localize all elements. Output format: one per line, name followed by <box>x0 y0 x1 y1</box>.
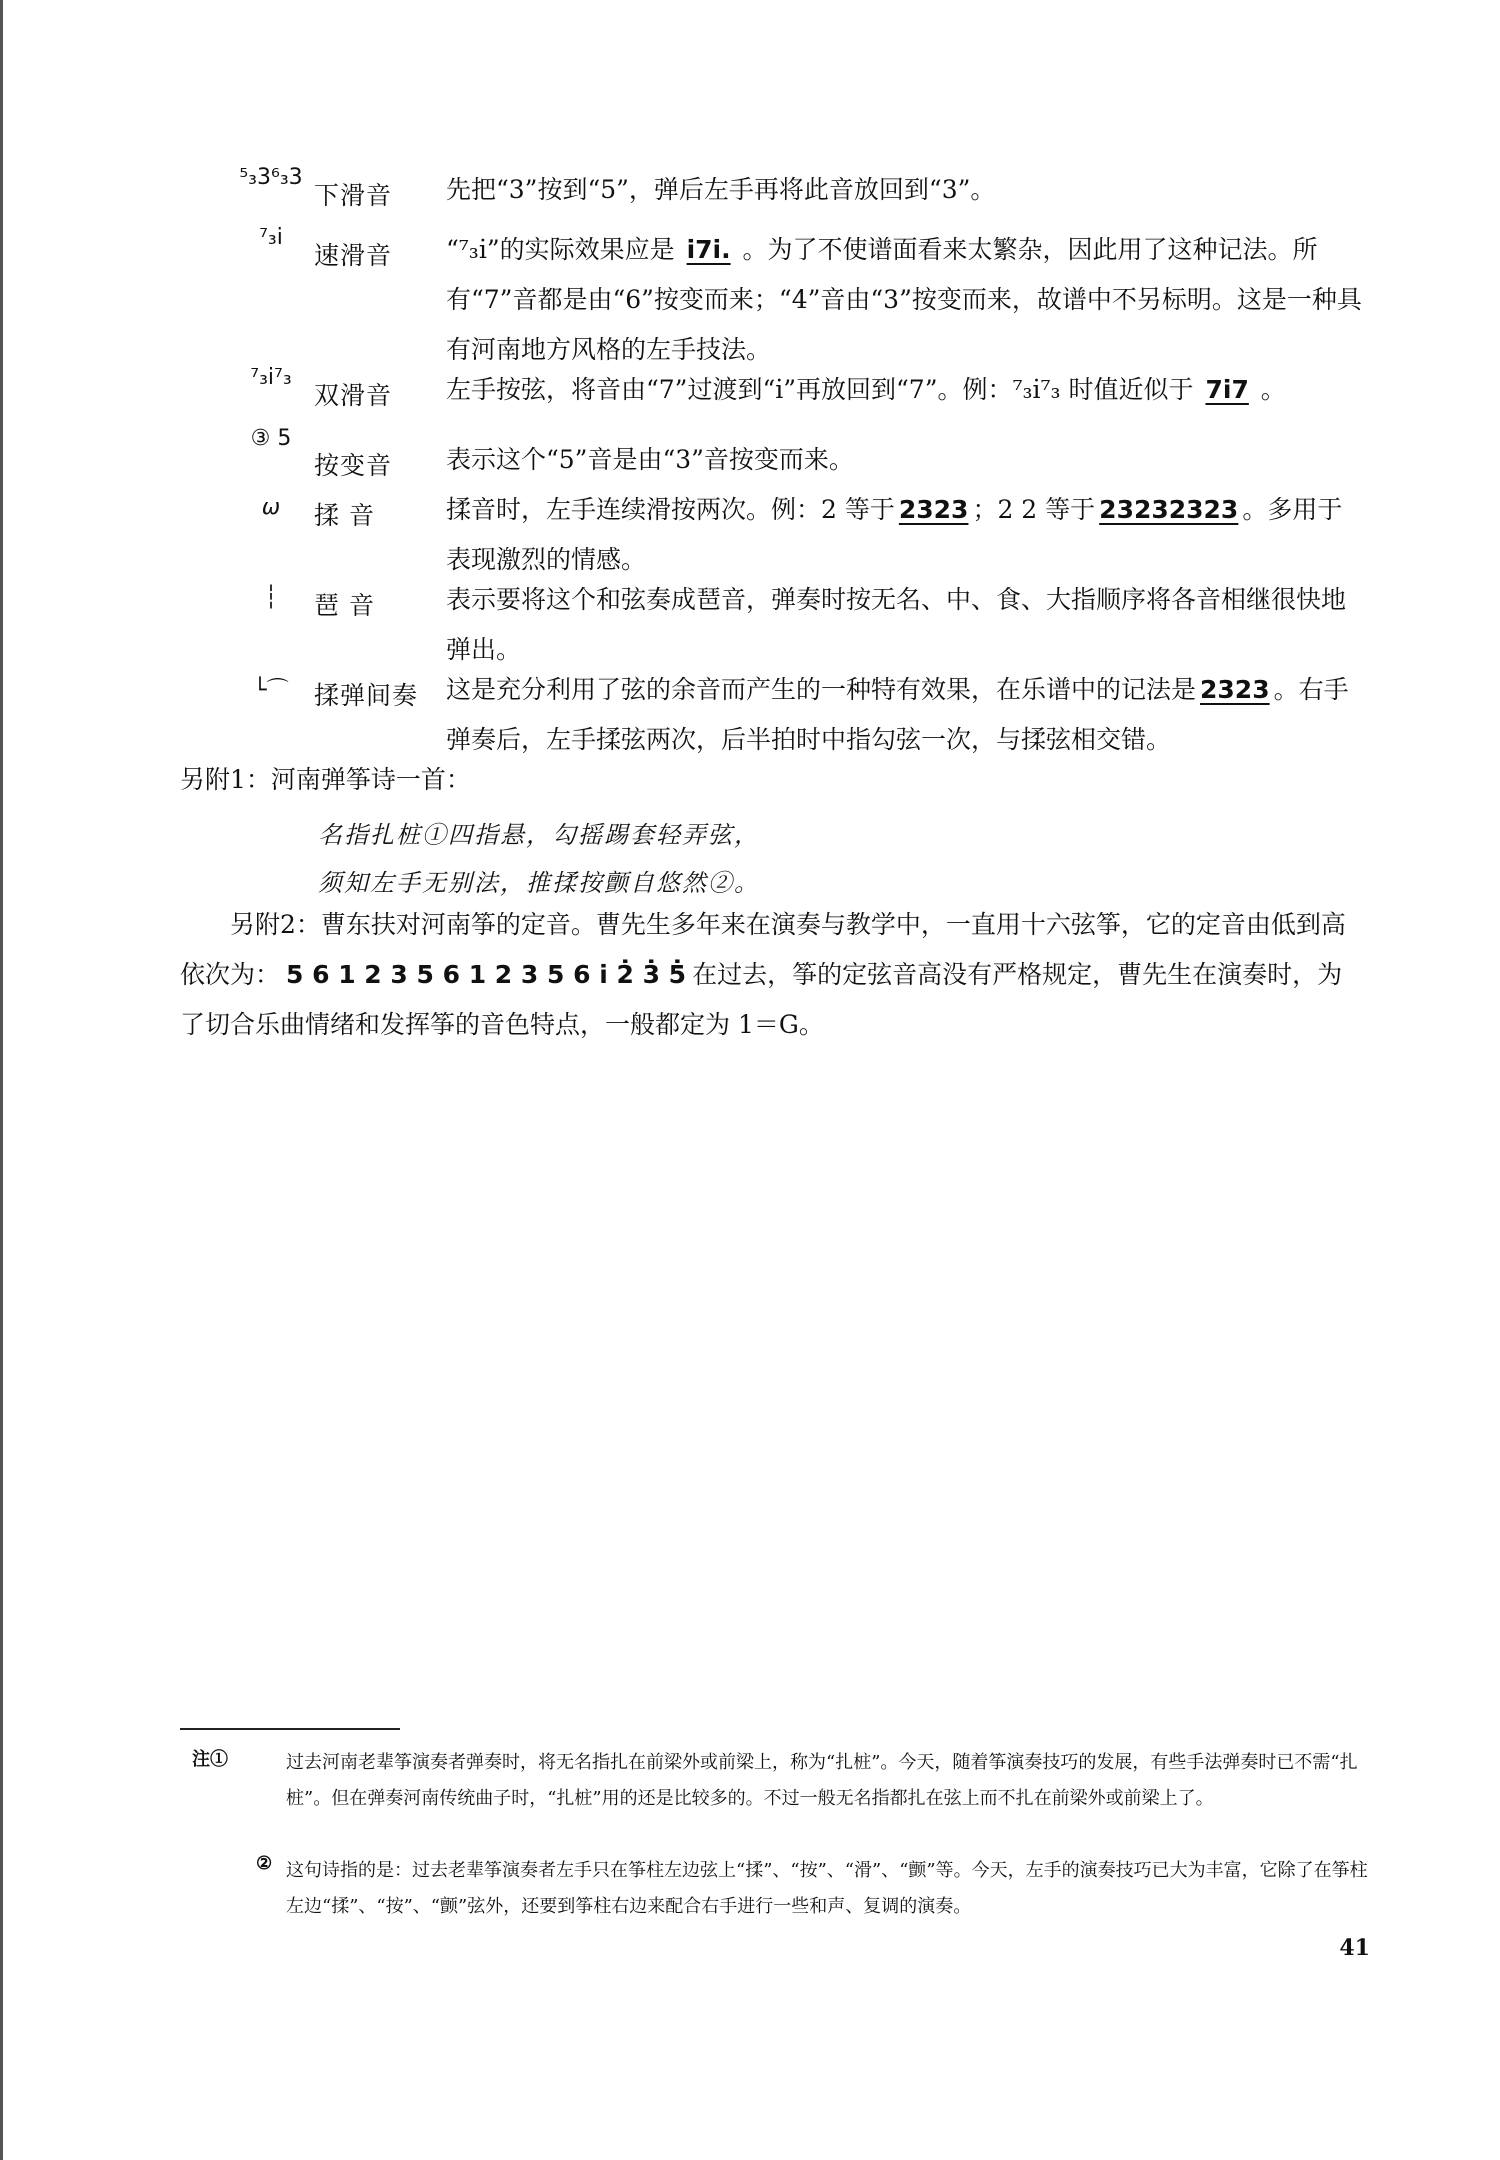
desc-text: ；2 2 等于 <box>972 495 1096 524</box>
term-arpeggio: 琶 音 <box>314 591 375 620</box>
desc-text: “⁷₃i̇”的实际效果应是 <box>446 235 675 264</box>
page-edge <box>0 0 3 2160</box>
quick-glide-symbol: ⁷₃i̇ <box>259 225 283 250</box>
double-glide-symbol: ⁷₃i̇⁷₃ <box>250 365 292 390</box>
desc-text: 揉音时，左手连续滑按两次。例：2 等于 <box>446 495 895 524</box>
term-double-glide: 双滑音 <box>314 381 393 410</box>
notation: 2323 <box>898 495 969 524</box>
tuning-notes: 5 6 1 2 3 5 6 1 2 3 5 6 i̇ 2̇ 3̇ 5̇ <box>286 960 687 989</box>
term-quick-glide: 速滑音 <box>314 241 393 270</box>
poem-line-2: 须知左手无别法，推揉按颤自悠然②。 <box>318 869 760 897</box>
term-glide-down: 下滑音 <box>314 181 393 210</box>
footnote-2-text: 这句诗指的是：过去老辈筝演奏者左手只在筝柱左边弦上“揉”、“按”、“滑”、“颤”等。今天，左手的演奏技巧已大为丰富，它除了在筝柱左边“揉”、“按”、“颤”弦外，还要到筝柱右边来配合右手进行一些和声、复调的演奏。 <box>286 1860 1368 1917</box>
notation: 7i̇7 <box>1205 375 1249 404</box>
desc-text: 先把“3”按到“5”，弹后左手再将此音放回到“3”。 <box>446 175 996 204</box>
footnote-rule <box>180 1728 400 1730</box>
interlude-symbol: └⌒ <box>253 678 289 703</box>
desc-vibrato <box>446 485 1366 585</box>
desc-text: 左手按弦，将音由“7”过渡到“i̇”再放回到“7”。例：⁷₃i̇⁷₃ 时值近似于 <box>446 375 1194 404</box>
glide-down-symbol: ⁵₃3⁶₃3 <box>239 165 303 190</box>
desc-double-glide <box>446 365 1366 415</box>
desc-text: 。 <box>1260 375 1286 404</box>
press-change-symbol: ③ 5 <box>250 426 292 451</box>
desc-glide-down <box>446 165 1366 215</box>
appendix2-paragraph <box>180 900 1366 1050</box>
appendix2-rest: 在过去，筝的定弦音高没有严格规定，曹先生在演奏时，为了切合乐曲情绪和发挥筝的音色特点，一般都定为 1＝G。 <box>180 960 1343 1039</box>
desc-text: 表示要将这个和弦奏成琶音，弹奏时按无名、中、食、大指顺序将各音相继很快地弹出。 <box>446 585 1347 664</box>
desc-quick-glide <box>446 225 1366 375</box>
vibrato-symbol: ω <box>261 495 281 520</box>
appendix1-title: 另附1：河南弹筝诗一首： <box>180 765 471 794</box>
footnote-1-mark: 注① <box>192 1749 228 1770</box>
poem-line-1: 名指扎桩①四指悬，勾摇踢套轻弄弦， <box>318 821 760 849</box>
footnote-2-mark: ② <box>256 1853 273 1874</box>
arpeggio-symbol: ┆ <box>264 585 278 610</box>
term-vibrato: 揉 音 <box>314 501 375 530</box>
desc-text: 这是充分利用了弦的余音而产生的一种特有效果，在乐谱中的记法是 <box>446 675 1197 704</box>
notation: i̇7i̇. <box>686 235 731 264</box>
desc-press-change <box>446 435 1366 485</box>
appendix2-intro: 另附2：曹东扶对河南筝的定音。曹先生多年来在演奏与教学中，一直用十六弦筝，它的定音由低到高依次为： <box>180 910 1346 989</box>
desc-text: 。多用于表现激烈的情感。 <box>446 495 1343 574</box>
notation: 2323 <box>1200 675 1270 704</box>
term-interlude: 揉弹间奏 <box>314 681 419 710</box>
footnote-1-text: 过去河南老辈筝演奏者弹奏时，将无名指扎在前梁外或前梁上，称为“扎桩”。今天，随着筝演奏技巧的发展，有些手法弹奏时已不需“扎桩”。但在弹奏河南传统曲子时，“扎桩”用的还是比较多的。不过一般无名指都扎在弦上而不扎在前梁外或前梁上了。 <box>286 1752 1358 1809</box>
notation: 23232323 <box>1099 495 1239 524</box>
desc-text: 表示这个“5”音是由“3”音按变而来。 <box>446 445 854 474</box>
desc-interlude <box>446 665 1366 765</box>
term-press-change: 按变音 <box>314 451 393 480</box>
desc-text: 。为了不使谱面看来太繁杂，因此用了这种记法。所有“7”音都是由“6”按变而来；“4”音由“3”按变而来，故谱中不另标明。这是一种具有河南地方风格的左手技法。 <box>446 235 1362 364</box>
desc-text: 。右手弹奏后，左手揉弦两次，后半拍时中指勾弦一次，与揉弦相交错。 <box>446 675 1349 754</box>
desc-arpeggio <box>446 575 1366 675</box>
page-number: 41 <box>1339 1935 1370 1961</box>
